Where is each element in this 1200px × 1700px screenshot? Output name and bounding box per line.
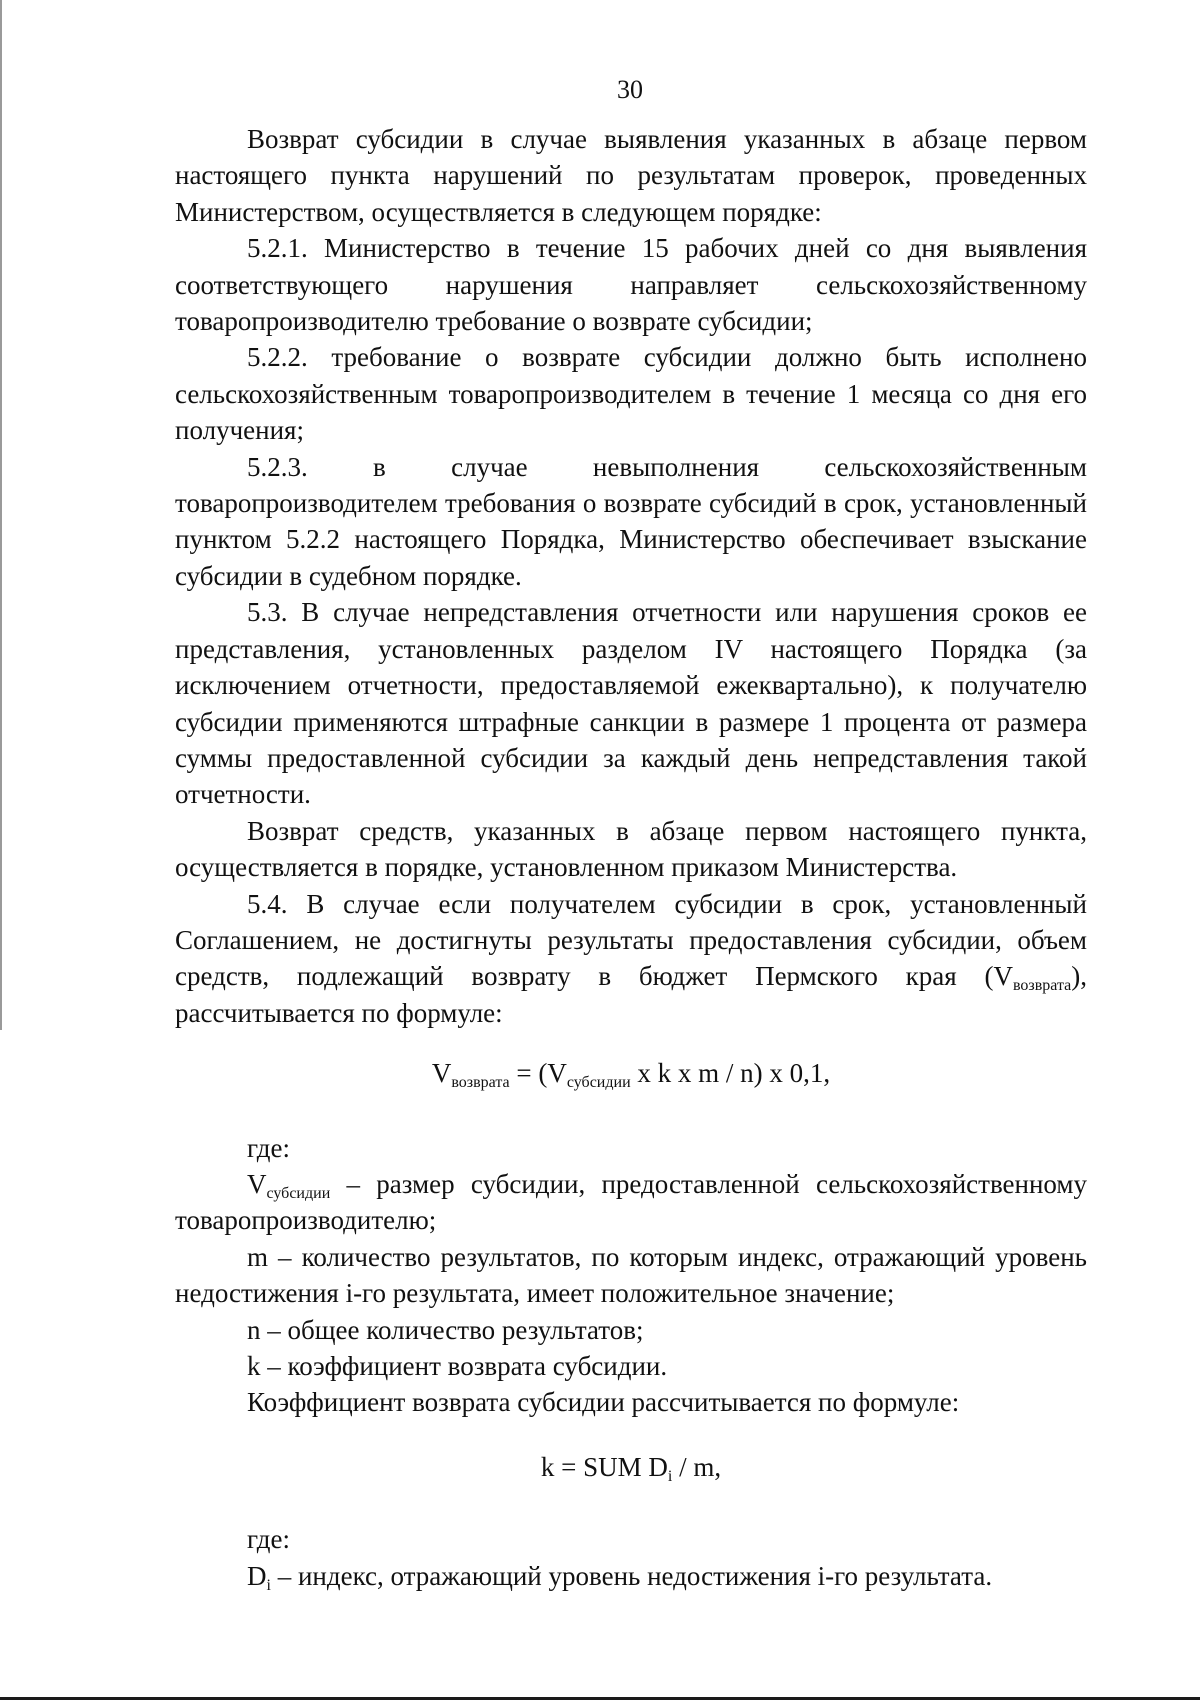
formula-coefficient: [175, 1421, 1087, 1521]
formula2-left: k = SUM D: [540, 1451, 668, 1482]
paragraph-5-4-text: 5.4. В случае если получателем субсидии в срок, установленный Соглашением, не достигнуты результаты предоставления субсидии, объем средств, подлежащий возврату в бюджет Пермского края (V: [175, 888, 1087, 992]
paragraph-5-2-2: 5.2.2. требование о возврате субсидии должно быть исполнено сельскохозяйственным товаропроизводителем в течение 1 месяца со дня его получения;: [175, 342, 1087, 446]
formula-v: V: [431, 1058, 452, 1089]
definition-v-symbol: V: [247, 1168, 267, 1199]
page-number: 30: [617, 75, 643, 104]
definition-di-text: – индекс, отражающий уровень недостижения i-го результата.: [270, 1560, 993, 1591]
definition-v-subsidy: [175, 1166, 1087, 1239]
paragraph-5-4: [175, 886, 1087, 1032]
paragraph-5-2-1: 5.2.1. Министерство в течение 15 рабочих дней со дня выявления соответствующего нарушения направляет сельскохозяйственному товаропроизводителю требование о возврате субсидии;: [175, 233, 1087, 337]
paragraph-5-4-text-end: ), рассчитывается по формуле:: [175, 961, 1087, 1028]
coefficient-intro: Коэффициент возврата субсидии рассчитывается по формуле:: [247, 1387, 960, 1418]
body-text: [175, 121, 1087, 1594]
definition-di-subscript: i: [266, 1576, 271, 1594]
scan-edge-left: [0, 0, 2, 1030]
paragraph-5-3: 5.3. В случае непредставления отчетности или нарушения сроков ее представления, установленных разделом IV настоящего Порядка (за исключением отчетности, предоставляемой ежеквартально), к получателю субсидии применяются штрафные санкции в размере 1 процента от размера суммы предоставленной субсидии за каждый день непредставления такой отчетности.: [175, 597, 1087, 810]
definition-v-subscript: субсидии: [266, 1184, 331, 1202]
paragraph-funds-return: Возврат средств, указанных в абзаце первом настоящего пункта, осуществляется в порядке, установленном приказом Министерства.: [175, 815, 1087, 883]
where-label-2: где:: [247, 1524, 290, 1555]
formula2-right: / m,: [672, 1451, 722, 1482]
subscript-vozvrata: возврата: [1012, 977, 1072, 995]
formula2-subscript: i: [667, 1467, 673, 1485]
definition-n: n – общее количество результатов;: [247, 1314, 644, 1345]
formula-equals: = (V: [509, 1058, 567, 1089]
definition-v-text: – размер субсидии, предоставленной сельскохозяйственному товаропроизводителю;: [175, 1168, 1087, 1236]
definition-di: [175, 1558, 1087, 1594]
formula-return-volume: [175, 1031, 1087, 1129]
paragraph-5-2-3: 5.2.3. в случае невыполнения сельскохозяйственным товаропроизводителем требования о возврате субсидий в срок, установленный пунктом 5.2.2 настоящего Порядка, Министерство обеспечивает взыскание субсидии в судебном порядке.: [175, 451, 1087, 591]
definition-di-symbol: D: [247, 1560, 267, 1591]
formula-rest: x k x m / n) x 0,1,: [630, 1058, 831, 1089]
definition-m: m – количество результатов, по которым индекс, отражающий уровень недостижения i-го результата, имеет положительное значение;: [175, 1241, 1087, 1309]
definition-k: k – коэффициент возврата субсидии.: [247, 1351, 668, 1381]
formula-v-subscript: возврата: [451, 1074, 510, 1092]
paragraph-return-procedure: Возврат субсидии в случае выявления указанных в абзаце первом настоящего пункта нарушений по результатам проверок, проведенных Министерством, осуществляется в следующем порядке:: [175, 124, 1087, 227]
formula-vs-subscript: субсидии: [566, 1074, 631, 1092]
where-label: где:: [247, 1132, 290, 1163]
